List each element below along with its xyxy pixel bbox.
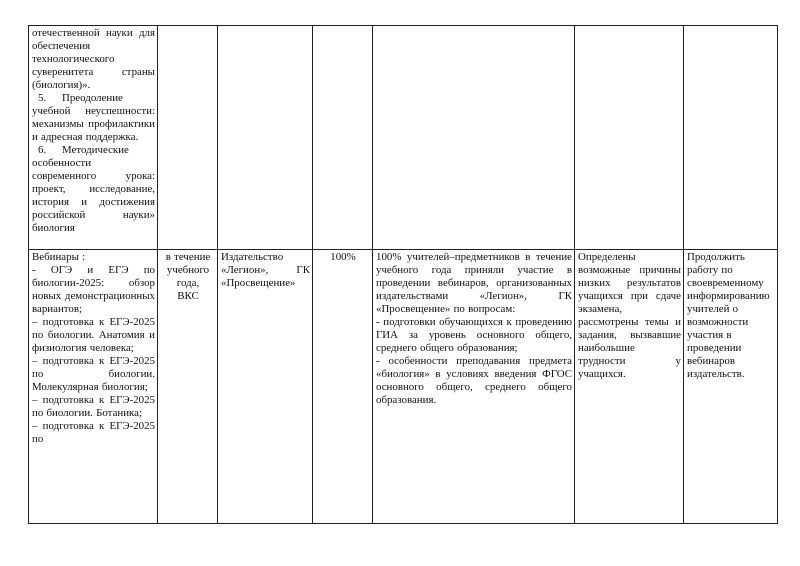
list-item-webinar-5-cut: – подготовка к ЕГЭ-2025 по bbox=[32, 420, 155, 445]
paragraph-program-title-continued: отечественной науки для обеспечения технологического суверенитета страны (биология)». bbox=[32, 27, 155, 91]
paragraph-results-intro: 100% учителей–предметников в течение учебного года приняли участие в проведении вебинаров, организованных издательствами «Легион», ГК «Просвещение» по вопросам: bbox=[376, 251, 572, 315]
paragraph-webinars-title: Вебинары : bbox=[32, 251, 86, 263]
cell-empty-timing bbox=[158, 26, 218, 250]
cell-activities-continued bbox=[29, 26, 158, 250]
list-number: 6. bbox=[38, 144, 47, 156]
cell-content bbox=[32, 27, 155, 249]
list-item-webinar-4: – подготовка к ЕГЭ-2025 по биологии. Ботаника; bbox=[32, 394, 155, 419]
cell-empty-recommendations bbox=[684, 26, 778, 250]
paragraph-organizers: Издательство «Легион», ГК «Просвещение» bbox=[221, 251, 310, 289]
paragraph-timing-format: ВКС bbox=[177, 290, 199, 302]
cell-recommendations bbox=[684, 250, 778, 524]
cell-content bbox=[161, 251, 215, 523]
list-item-results-1: - подготовки обучающихся к проведению ГИА за уровень основного общего, среднего общего образования; bbox=[376, 316, 572, 354]
cell-content bbox=[578, 251, 681, 523]
cell-empty-coverage bbox=[313, 26, 373, 250]
list-item-6 bbox=[32, 144, 155, 235]
list-number: 5. bbox=[38, 92, 47, 104]
cell-content bbox=[687, 27, 775, 249]
cell-timing bbox=[158, 250, 218, 524]
cell-webinars-list bbox=[29, 250, 158, 524]
cell-empty-results bbox=[373, 26, 575, 250]
cell-content bbox=[221, 27, 310, 249]
cell-empty-findings bbox=[575, 26, 684, 250]
cell-content bbox=[32, 251, 155, 523]
cell-content bbox=[316, 27, 370, 249]
cell-empty-organizers bbox=[218, 26, 313, 250]
cell-content bbox=[376, 27, 572, 249]
cell-content bbox=[376, 251, 572, 523]
cell-content bbox=[687, 251, 775, 523]
paragraph-timing: в течение учебного года, bbox=[165, 251, 211, 289]
table-row-activities-continued bbox=[29, 26, 778, 250]
list-item-5 bbox=[32, 92, 155, 144]
report-table bbox=[28, 25, 778, 524]
table-row-webinars bbox=[29, 250, 778, 524]
paragraph-recommendations: Продолжить работу по своевременному информированию учителей о возможности участия в проведении вебинаров издательств. bbox=[687, 251, 770, 380]
paragraph-findings: Определены возможные причины низких результатов учащихся при сдаче экзамена, рассмотрены темы и задания, вызвавшие наибольшие трудности у учащихся. bbox=[578, 251, 681, 380]
cell-organizers bbox=[218, 250, 313, 524]
cell-coverage-percent bbox=[313, 250, 373, 524]
cell-content bbox=[221, 251, 310, 523]
cell-content bbox=[161, 27, 215, 249]
cell-content bbox=[578, 27, 681, 249]
cell-content bbox=[316, 251, 370, 523]
list-text: Методические особенности современного урока: проект, исследование, история и достижения российской науки» биология bbox=[32, 144, 155, 234]
cell-findings bbox=[575, 250, 684, 524]
list-item-webinar-3: – подготовка к ЕГЭ-2025 по биологии. Молекулярная биология; bbox=[32, 355, 155, 393]
list-item-results-2: - особенности преподавания предмета «биология» в условиях введения ФГОС основного общего, среднего общего образования. bbox=[376, 355, 572, 406]
cell-results bbox=[373, 250, 575, 524]
list-item-webinar-2: – подготовка к ЕГЭ-2025 по биологии. Анатомия и физиология человека; bbox=[32, 316, 155, 354]
paragraph-coverage: 100% bbox=[330, 251, 356, 263]
list-text: Преодоление учебной неуспешности: механизмы профилактики и адресная поддержка. bbox=[32, 92, 155, 143]
list-item-webinar-1: - ОГЭ и ЕГЭ по биологии-2025: обзор новых демонстрационных вариантов; bbox=[32, 264, 155, 315]
